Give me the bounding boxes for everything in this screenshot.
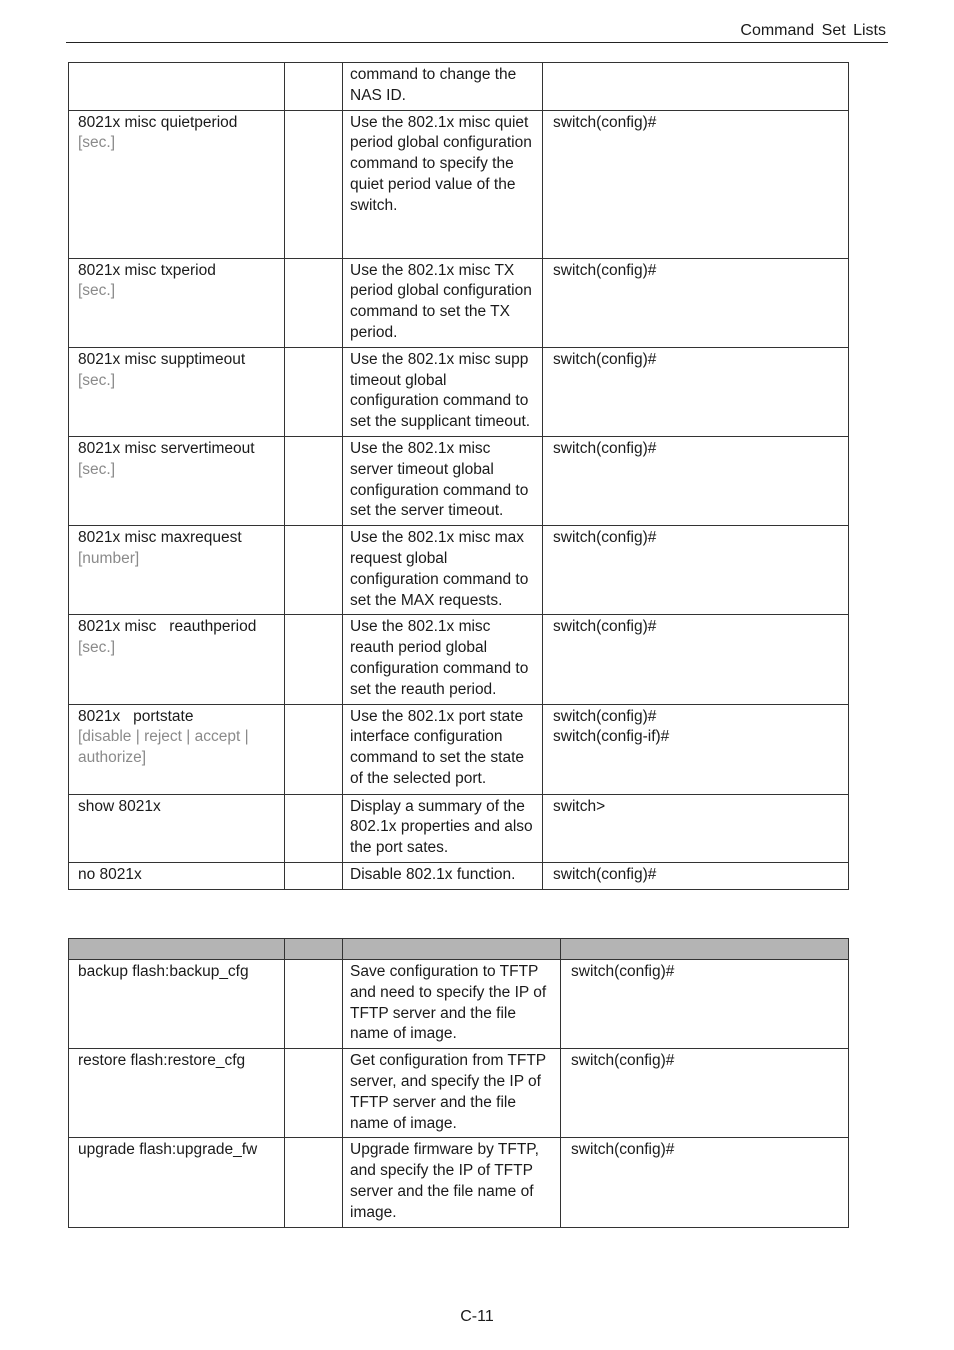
command-cell [69, 63, 285, 111]
command-cell: upgrade flash:upgrade_fw [69, 1138, 285, 1227]
command-text: show 8021x [78, 797, 161, 815]
command-parameter: [number] [78, 549, 140, 567]
mode-cell: switch(config)# [543, 615, 849, 704]
table-row [69, 436, 849, 525]
description-cell: Use the 802.1x misc TX period global configuration command to set the TX period. [343, 258, 543, 347]
running-header: Command Set Lists [740, 22, 886, 39]
command-text: no 8021x [78, 865, 142, 883]
description-cell: Use the 802.1x misc max request global configuration command to set the MAX requests. [343, 526, 543, 615]
command-parameter: [sec.] [78, 282, 116, 300]
mode-cell [543, 63, 849, 111]
blank-cell [285, 526, 343, 615]
mode-text: switch(config)# [553, 707, 657, 725]
command-table-8021x [68, 62, 849, 890]
command-parameter: [sec.] [78, 460, 116, 478]
description-cell: Disable 802.1x function. [343, 862, 543, 889]
blank-cell [285, 110, 343, 258]
command-text: 8021x portstate [78, 707, 194, 725]
command-text: 8021x misc quietperiod [78, 113, 238, 131]
description-cell: Use the 802.1x misc supp timeout global configuration command to set the supplicant timeout. [343, 347, 543, 436]
command-cell [69, 110, 285, 258]
blank-cell [285, 1138, 343, 1227]
table-row [69, 960, 849, 1049]
command-parameter: [sec.] [78, 371, 116, 389]
table-row [69, 258, 849, 347]
blank-cell [285, 704, 343, 794]
command-cell [69, 526, 285, 615]
mode-cell: switch(config)# [561, 960, 849, 1049]
blank-cell [285, 615, 343, 704]
table-row [69, 615, 849, 704]
table-row [69, 63, 849, 111]
blank-cell [285, 258, 343, 347]
table-header-row [69, 939, 849, 960]
command-cell [69, 704, 285, 794]
table-row [69, 862, 849, 889]
mode-cell: switch(config)# [543, 258, 849, 347]
mode-cell: switch(config)# [561, 1138, 849, 1227]
blank-cell [285, 862, 343, 889]
mode-cell: switch(config)# [543, 347, 849, 436]
mode-cell: switch(config)# [543, 526, 849, 615]
command-cell [69, 794, 285, 862]
command-parameter: [sec.] [78, 639, 116, 657]
header-cell [343, 939, 561, 960]
table-row [69, 347, 849, 436]
table-row [69, 704, 849, 794]
blank-cell [285, 1049, 343, 1138]
mode-cell [543, 704, 849, 794]
mode-cell: switch> [543, 794, 849, 862]
mode-text-secondary: switch(config-if)# [553, 728, 670, 746]
command-cell: restore flash:restore_cfg [69, 1049, 285, 1138]
header-rule [66, 42, 888, 43]
description-cell: Use the 802.1x misc server timeout global configuration command to set the server timeout. [343, 436, 543, 525]
command-parameter: [disable | reject | accept | authorize] [78, 728, 249, 767]
command-cell [69, 258, 285, 347]
description-cell: Display a summary of the 802.1x properties and also the port sates. [343, 794, 543, 862]
mode-cell: switch(config)# [543, 436, 849, 525]
header-cell [69, 939, 285, 960]
mode-cell: switch(config)# [561, 1049, 849, 1138]
table-row [69, 1138, 849, 1227]
command-cell [69, 347, 285, 436]
description-cell: Use the 802.1x misc quiet period global configuration command to specify the quiet period value of the switch. [343, 110, 543, 258]
description-cell: Save configuration to TFTP and need to specify the IP of TFTP server and the file name of image. [343, 960, 561, 1049]
table-row [69, 1049, 849, 1138]
mode-cell: switch(config)# [543, 110, 849, 258]
command-text: 8021x misc servertimeout [78, 439, 255, 457]
command-cell: backup flash:backup_cfg [69, 960, 285, 1049]
command-cell [69, 862, 285, 889]
blank-cell [285, 960, 343, 1049]
description-cell: Use the 802.1x misc reauth period global configuration command to set the reauth period. [343, 615, 543, 704]
command-cell [69, 436, 285, 525]
table-row [69, 526, 849, 615]
command-parameter: [sec.] [78, 134, 116, 152]
description-cell: Use the 802.1x port state interface configuration command to set the state of the selected port. [343, 704, 543, 794]
page-number: C-11 [460, 1308, 494, 1325]
description-cell: Get configuration from TFTP server, and specify the IP of TFTP server and the file name of image. [343, 1049, 561, 1138]
command-text: 8021x misc reauthperiod [78, 618, 257, 636]
description-cell: Upgrade firmware by TFTP, and specify the IP of TFTP server and the file name of image. [343, 1138, 561, 1227]
blank-cell [285, 794, 343, 862]
blank-cell [285, 436, 343, 525]
header-cell [561, 939, 849, 960]
blank-cell [285, 347, 343, 436]
command-text: 8021x misc maxrequest [78, 529, 242, 547]
command-text: 8021x misc supptimeout [78, 350, 246, 368]
command-cell [69, 615, 285, 704]
header-cell [285, 939, 343, 960]
table-row [69, 110, 849, 258]
command-table-tftp [68, 938, 849, 1228]
mode-cell: switch(config)# [543, 862, 849, 889]
command-text: 8021x misc txperiod [78, 261, 216, 279]
table-row [69, 794, 849, 862]
blank-cell [285, 63, 343, 111]
description-cell: command to change the NAS ID. [343, 63, 543, 111]
